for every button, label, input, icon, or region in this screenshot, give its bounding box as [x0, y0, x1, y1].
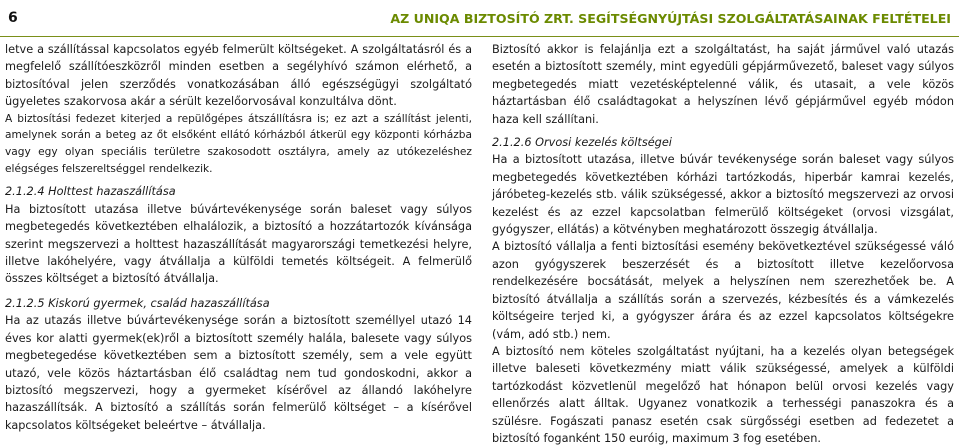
- paragraph-medicine-supply: A biztosító vállalja a fenti biztosítási esemény bekövetkeztével szükségessé váló azon gyógyszerek beszerzését és a biztosított illetve kezelőorvosa rendelkezésére bocsátását, melyek a helyszínen nem szerezhetőek be. A biztosító átvállalja a szállítás során a szervezés, kézbesítés és a vámkezelés költségeire terjed ki, a gyógyszer árára és az ezzel kapcsolatos költségekre (vám, adó stb.) nem.: [492, 240, 954, 341]
- page-number: 6: [8, 10, 18, 26]
- paragraph-driver-incapacity: Biztosító akkor is felajánlja ezt a szolgáltatást, ha saját járművel való utazás esetén a biztosított személy, mint egyedüli gépjárművezető, baleset vagy súlyos megbetegedés miatt vezetésképtelenné válik, és utasait, a vele közös háztartásban élő családtagokat a helyszínen lévő gépjárművel egyéb módon haza kell szállítani.: [492, 43, 954, 126]
- section-heading-2125: 2.1.2.5 Kiskorú gyermek, család hazaszállítása: [5, 296, 270, 310]
- paragraph-medical-treatment: Ha a biztosított utazása, illetve búvár tevékenysége során baleset vagy súlyos megbetegedés következtében kórházi tartózkodás, hiperbár kamrai kezelés, járóbeteg-kezelés stb. válik szükségessé, akkor a biztosító megszervezi az orvosi kezelést és az ezzel kapcsolatban felmerülő költségeket (orvosi vizsgálat, gyógyszer, ellátás) a kötvényben meghatározott összegig átvállalja.: [492, 153, 954, 237]
- paragraph-air-transfer: A biztosítási fedezet kiterjed a repülőgépes átszállításra is; ez azt a szállítást jelenti, amelynek során a beteg az őt elsőként ellátó kórházból átkerül egy központi kórházba vagy egy olyan speciális területre szakosodott osztályra, amely az utókezeléshez elégséges felszereltséggel rendelkezik.: [5, 112, 472, 175]
- section-heading-2126: 2.1.2.6 Orvosi kezelés költségei: [492, 136, 672, 150]
- page-header: [0, 0, 959, 37]
- paragraph-child-repatriation: Ha az utazás illetve búvártevékenysége során a biztosított személlyel utazó 14 éves kor alatti gyermek(ek)ről a biztosított személy halála, balesete vagy súlyos megbetegedése következtében sem a biztosított személy, sem a vele együtt utazó, vele közös háztartásban élő családtag nem tud gondoskodni, akkor a biztosító megszervezi, hogy a gyermeket kísérővel az állandó lakóhelyre hazaszállítsák. A biztosító a szállítás során felmerülő költséget – a kísérővel kapcsolatos költségeket beleértve – átvállalja.: [5, 314, 472, 432]
- right-column: [492, 41, 954, 447]
- section-heading-2124: 2.1.2.4 Holttest hazaszállítása: [5, 185, 176, 199]
- paragraph-body-repatriation: Ha biztosított utazása illetve búvártevékenysége során baleset vagy súlyos megbetegedés következtében elhalálozik, a biztosító a hozzátartozók kívánsága szerint megszervezi a holttest hazaszállítását magyarországi temetkezési helyre, illetve lakóhelyére, vagy átvállalja a külföldi temetés költségeit. A felmerülő összes költséget a biztosító átvállalja.: [5, 202, 472, 286]
- left-column: [5, 41, 472, 434]
- running-title: AZ UNIQA BIZTOSÍTÓ ZRT. SEGÍTSÉGNYÚJTÁSI SZOLGÁLTATÁSAINAK FELTÉTELEI: [390, 10, 951, 26]
- paragraph-exclusions: A biztosító nem köteles szolgáltatást nyújtani, ha a kezelés olyan betegségek illetve baleseti következmény miatt válik szükségessé, amelyek a külföldi tartózkodást közvetlenül megelőző hat hónapon belül orvosi kezelés vagy ellenőrzés alatt álltak. Ugyanez vonatkozik a terhességi panaszokra és a szülésre. Fogászati panasz esetén csak sürgősségi esetben ad fedezetet a biztosító foganként 150 euróig, maximum 3 fog esetében.: [492, 344, 954, 445]
- paragraph-transport-costs: letve a szállítással kapcsolatos egyéb felmerült költségeket. A szolgáltatásról és a megfelelő szállítóeszközről minden esetben a segélyhívó számon elérhető, a biztosítóval jelen szerződés vonatkozásában álló egészségügyi szolgáltató ügyeletes szakorvosa akár a sérült kezelőorvosával konzultálva dönt.: [5, 43, 472, 109]
